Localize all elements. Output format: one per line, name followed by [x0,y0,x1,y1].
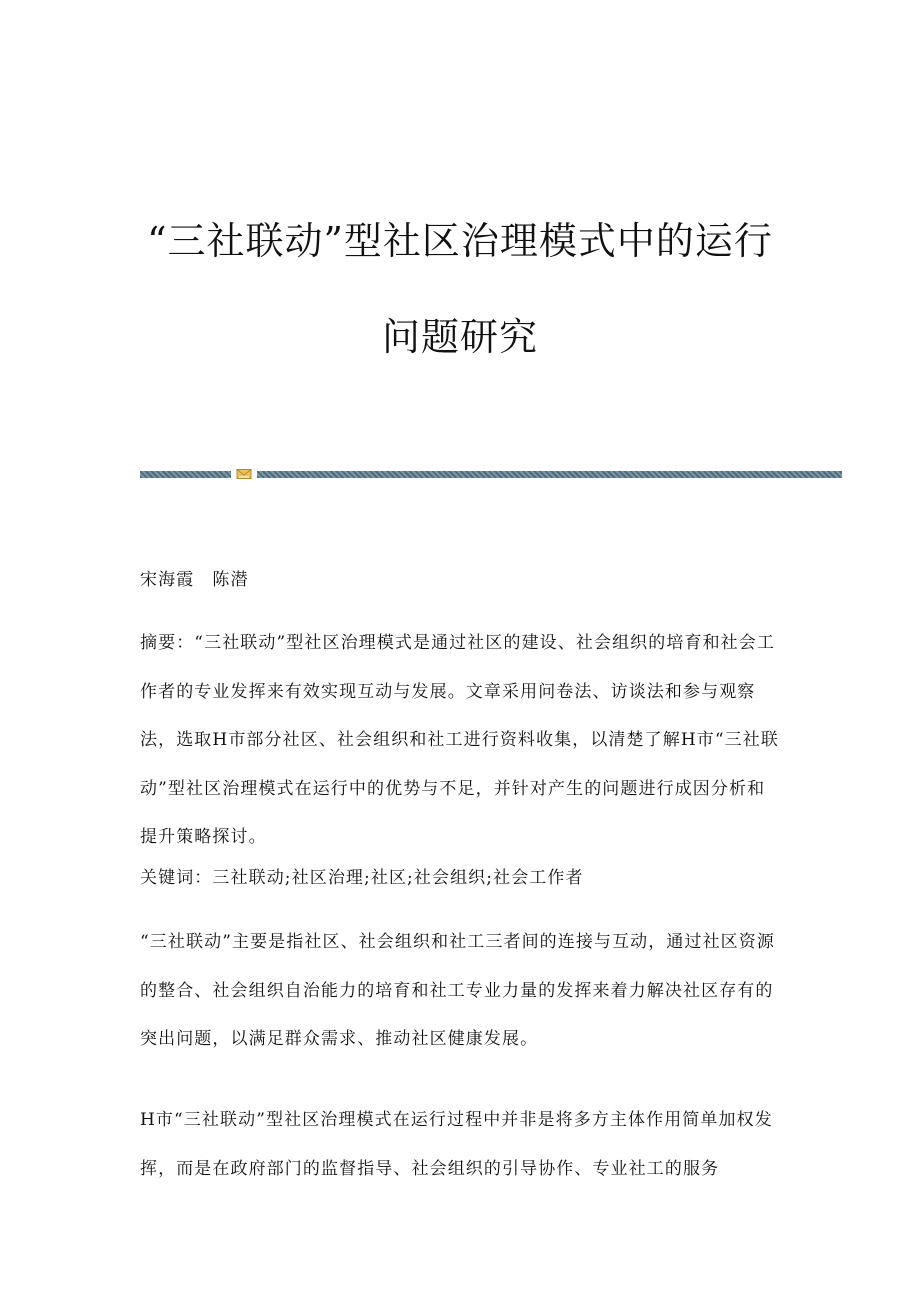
envelope-icon [236,468,252,480]
title-divider [140,468,842,480]
authors: 宋海霞 陈潜 [140,570,249,590]
body-paragraph-1: “三社联动”主要是指社区、社会组织和社工三者间的连接与互动，通过社区资源的整合、社会组织自治能力的培育和社工专业力量的发挥来着力解决社区存有的突出问题，以满足群众需求、推动社区健康发展。 [140,932,775,1049]
divider-bar-left [140,471,231,478]
body-paragraph-2: H市“三社联动”型社区治理模式在运行过程中并非是将多方主体作用简单加权发挥，而是在政府部门的监督指导、社会组织的引导协作、专业社工的服务 [140,1110,773,1179]
document-title-line-1: “三社联动”型社区治理模式中的运行 [147,219,773,263]
divider-bar-right [257,471,842,478]
abstract-paragraph: 摘要：“三社联动”型社区治理模式是通过社区的建设、社会组织的培育和社会工作者的专业发挥来有效实现互动与发展。文章采用问卷法、访谈法和参与观察法，选取H市部分社区、社会组织和社工进行资料收集，以清楚了解H市“三社联动”型社区治理模式在运行中的优势与不足，并针对产生的问题进行成因分析和提升策略探讨。 [140,633,779,847]
document-title-line-2: 问题研究 [381,315,538,359]
keywords-line: 关键词：三社联动;社区治理;社区;社会组织;社会工作者 [140,868,584,888]
